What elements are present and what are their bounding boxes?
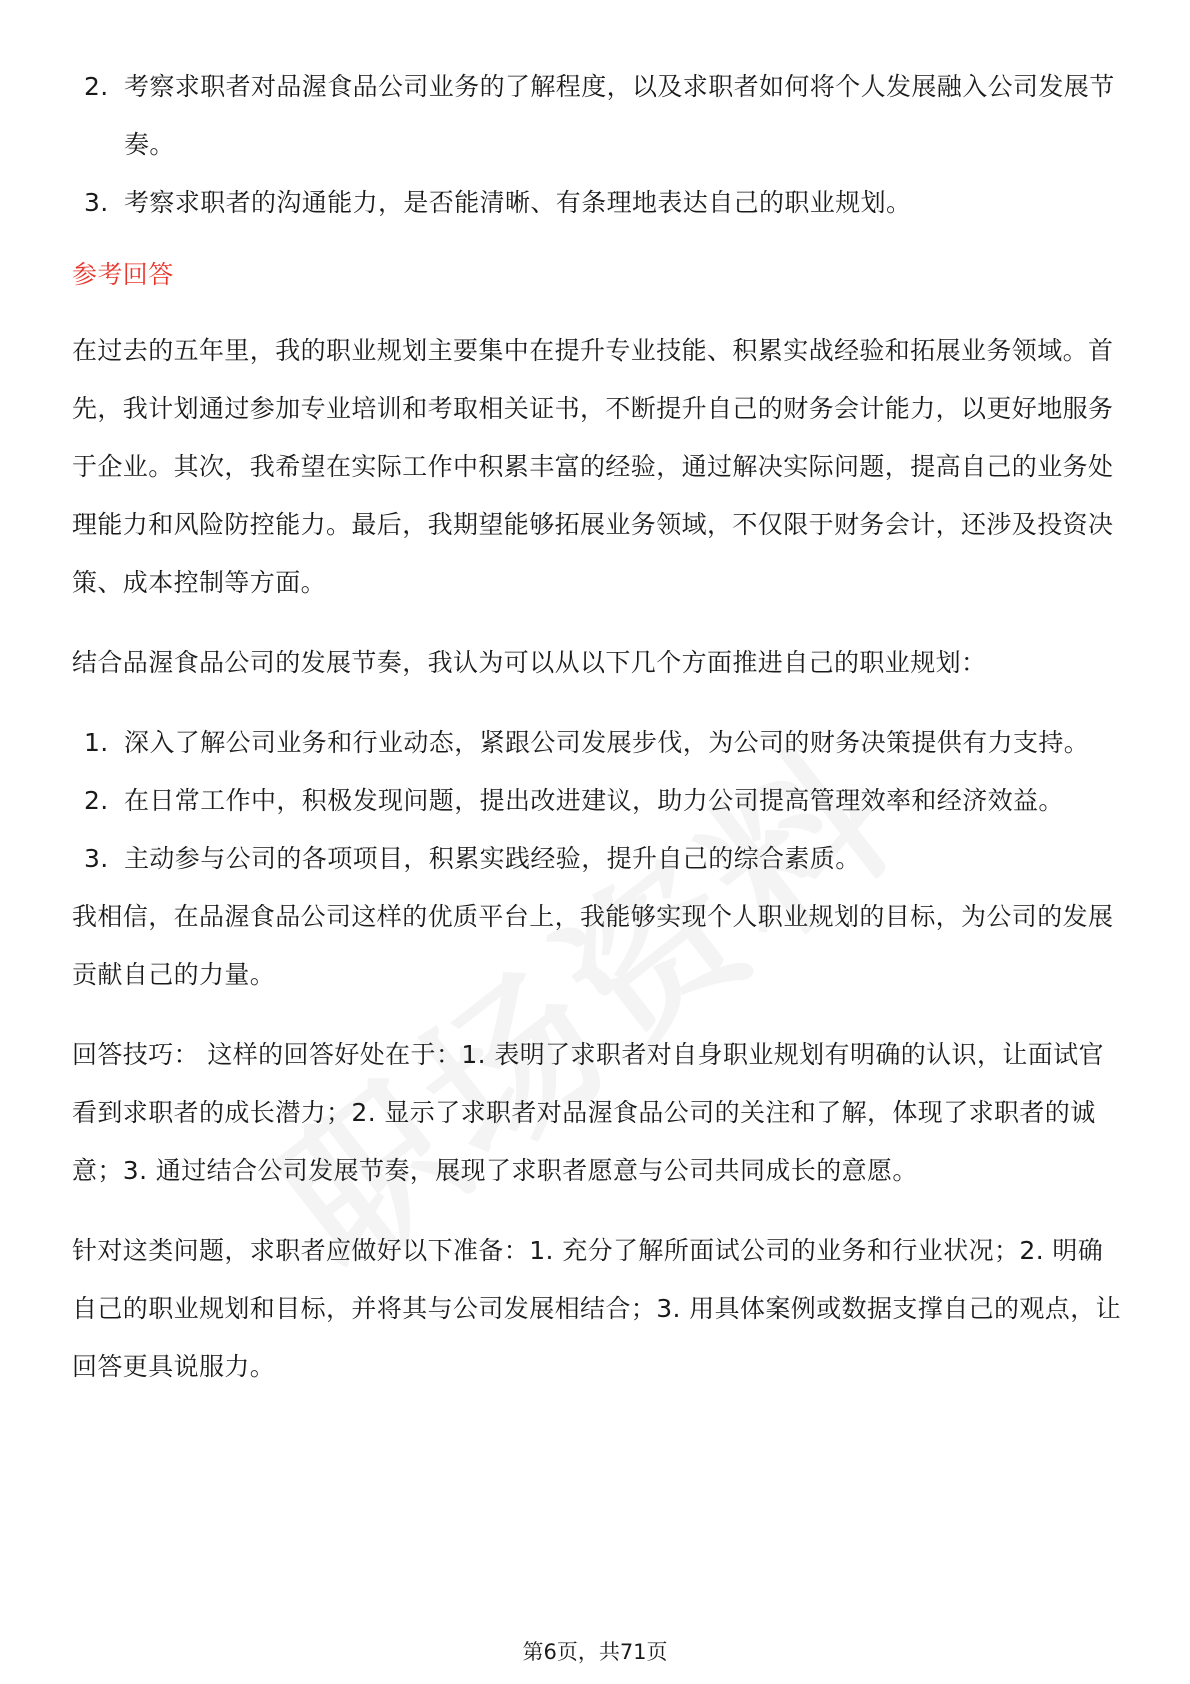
page-content bbox=[72, 58, 1122, 1418]
list-text: 考察求职者的沟通能力，是否能清晰、有条理地表达自己的职业规划。 bbox=[124, 188, 912, 217]
list-text: 考察求职者对品渥食品公司业务的了解程度，以及求职者如何将个人发展融入公司发展节奏。 bbox=[124, 72, 1115, 159]
criteria-list bbox=[72, 58, 1122, 232]
tips-paragraph: 回答技巧： 这样的回答好处在于：1. 表明了求职者对自身职业规划有明确的认识，让面试官看到求职者的成长潜力；2. 显示了求职者对品渥食品公司的关注和了解，体现了求职者的诚意；3. 通过结合公司发展节奏，展现了求职者愿意与公司共同成长的意愿。 bbox=[72, 1040, 1104, 1185]
answer-paragraph: 我相信，在品渥食品公司这样的优质平台上，我能够实现个人职业规划的目标，为公司的发展贡献自己的力量。 bbox=[72, 902, 1114, 989]
answer-paragraph: 结合品渥食品公司的发展节奏，我认为可以从以下几个方面推进自己的职业规划： bbox=[72, 648, 987, 677]
list-number: 3. bbox=[84, 844, 109, 873]
answer-paragraph: 在过去的五年里，我的职业规划主要集中在提升专业技能、积累实战经验和拓展业务领域。首先，我计划通过参加专业培训和考取相关证书，不断提升自己的财务会计能力，以更好地服务于企业。其次，我希望在实际工作中积累丰富的经验，通过解决实际问题，提高自己的业务处理能力和风险防控能力。最后，我期望能够拓展业务领域，不仅限于财务会计，还涉及投资决策、成本控制等方面。 bbox=[72, 336, 1114, 597]
list-number: 1. bbox=[84, 728, 109, 757]
plan-list bbox=[72, 714, 1122, 888]
section-title: 参考回答 bbox=[72, 260, 174, 289]
list-text: 深入了解公司业务和行业动态，紧跟公司发展步伐，为公司的财务决策提供有力支持。 bbox=[124, 728, 1090, 757]
list-item bbox=[72, 174, 1122, 232]
page-number: 第6页，共71页 bbox=[522, 1640, 668, 1664]
list-number: 3. bbox=[84, 188, 109, 217]
list-item bbox=[72, 714, 1122, 772]
list-text: 主动参与公司的各项项目，积累实践经验，提升自己的综合素质。 bbox=[124, 844, 861, 873]
list-item bbox=[72, 58, 1122, 174]
list-number: 2. bbox=[84, 786, 109, 815]
preparation-paragraph: 针对这类问题，求职者应做好以下准备：1. 充分了解所面试公司的业务和行业状况；2. 明确自己的职业规划和目标，并将其与公司发展相结合；3. 用具体案例或数据支撑自己的观点，让回答更具说服力。 bbox=[72, 1236, 1122, 1381]
list-item bbox=[72, 772, 1122, 830]
list-item bbox=[72, 830, 1122, 888]
list-number: 2. bbox=[84, 72, 109, 101]
list-text: 在日常工作中，积极发现问题，提出改进建议，助力公司提高管理效率和经济效益。 bbox=[124, 786, 1064, 815]
